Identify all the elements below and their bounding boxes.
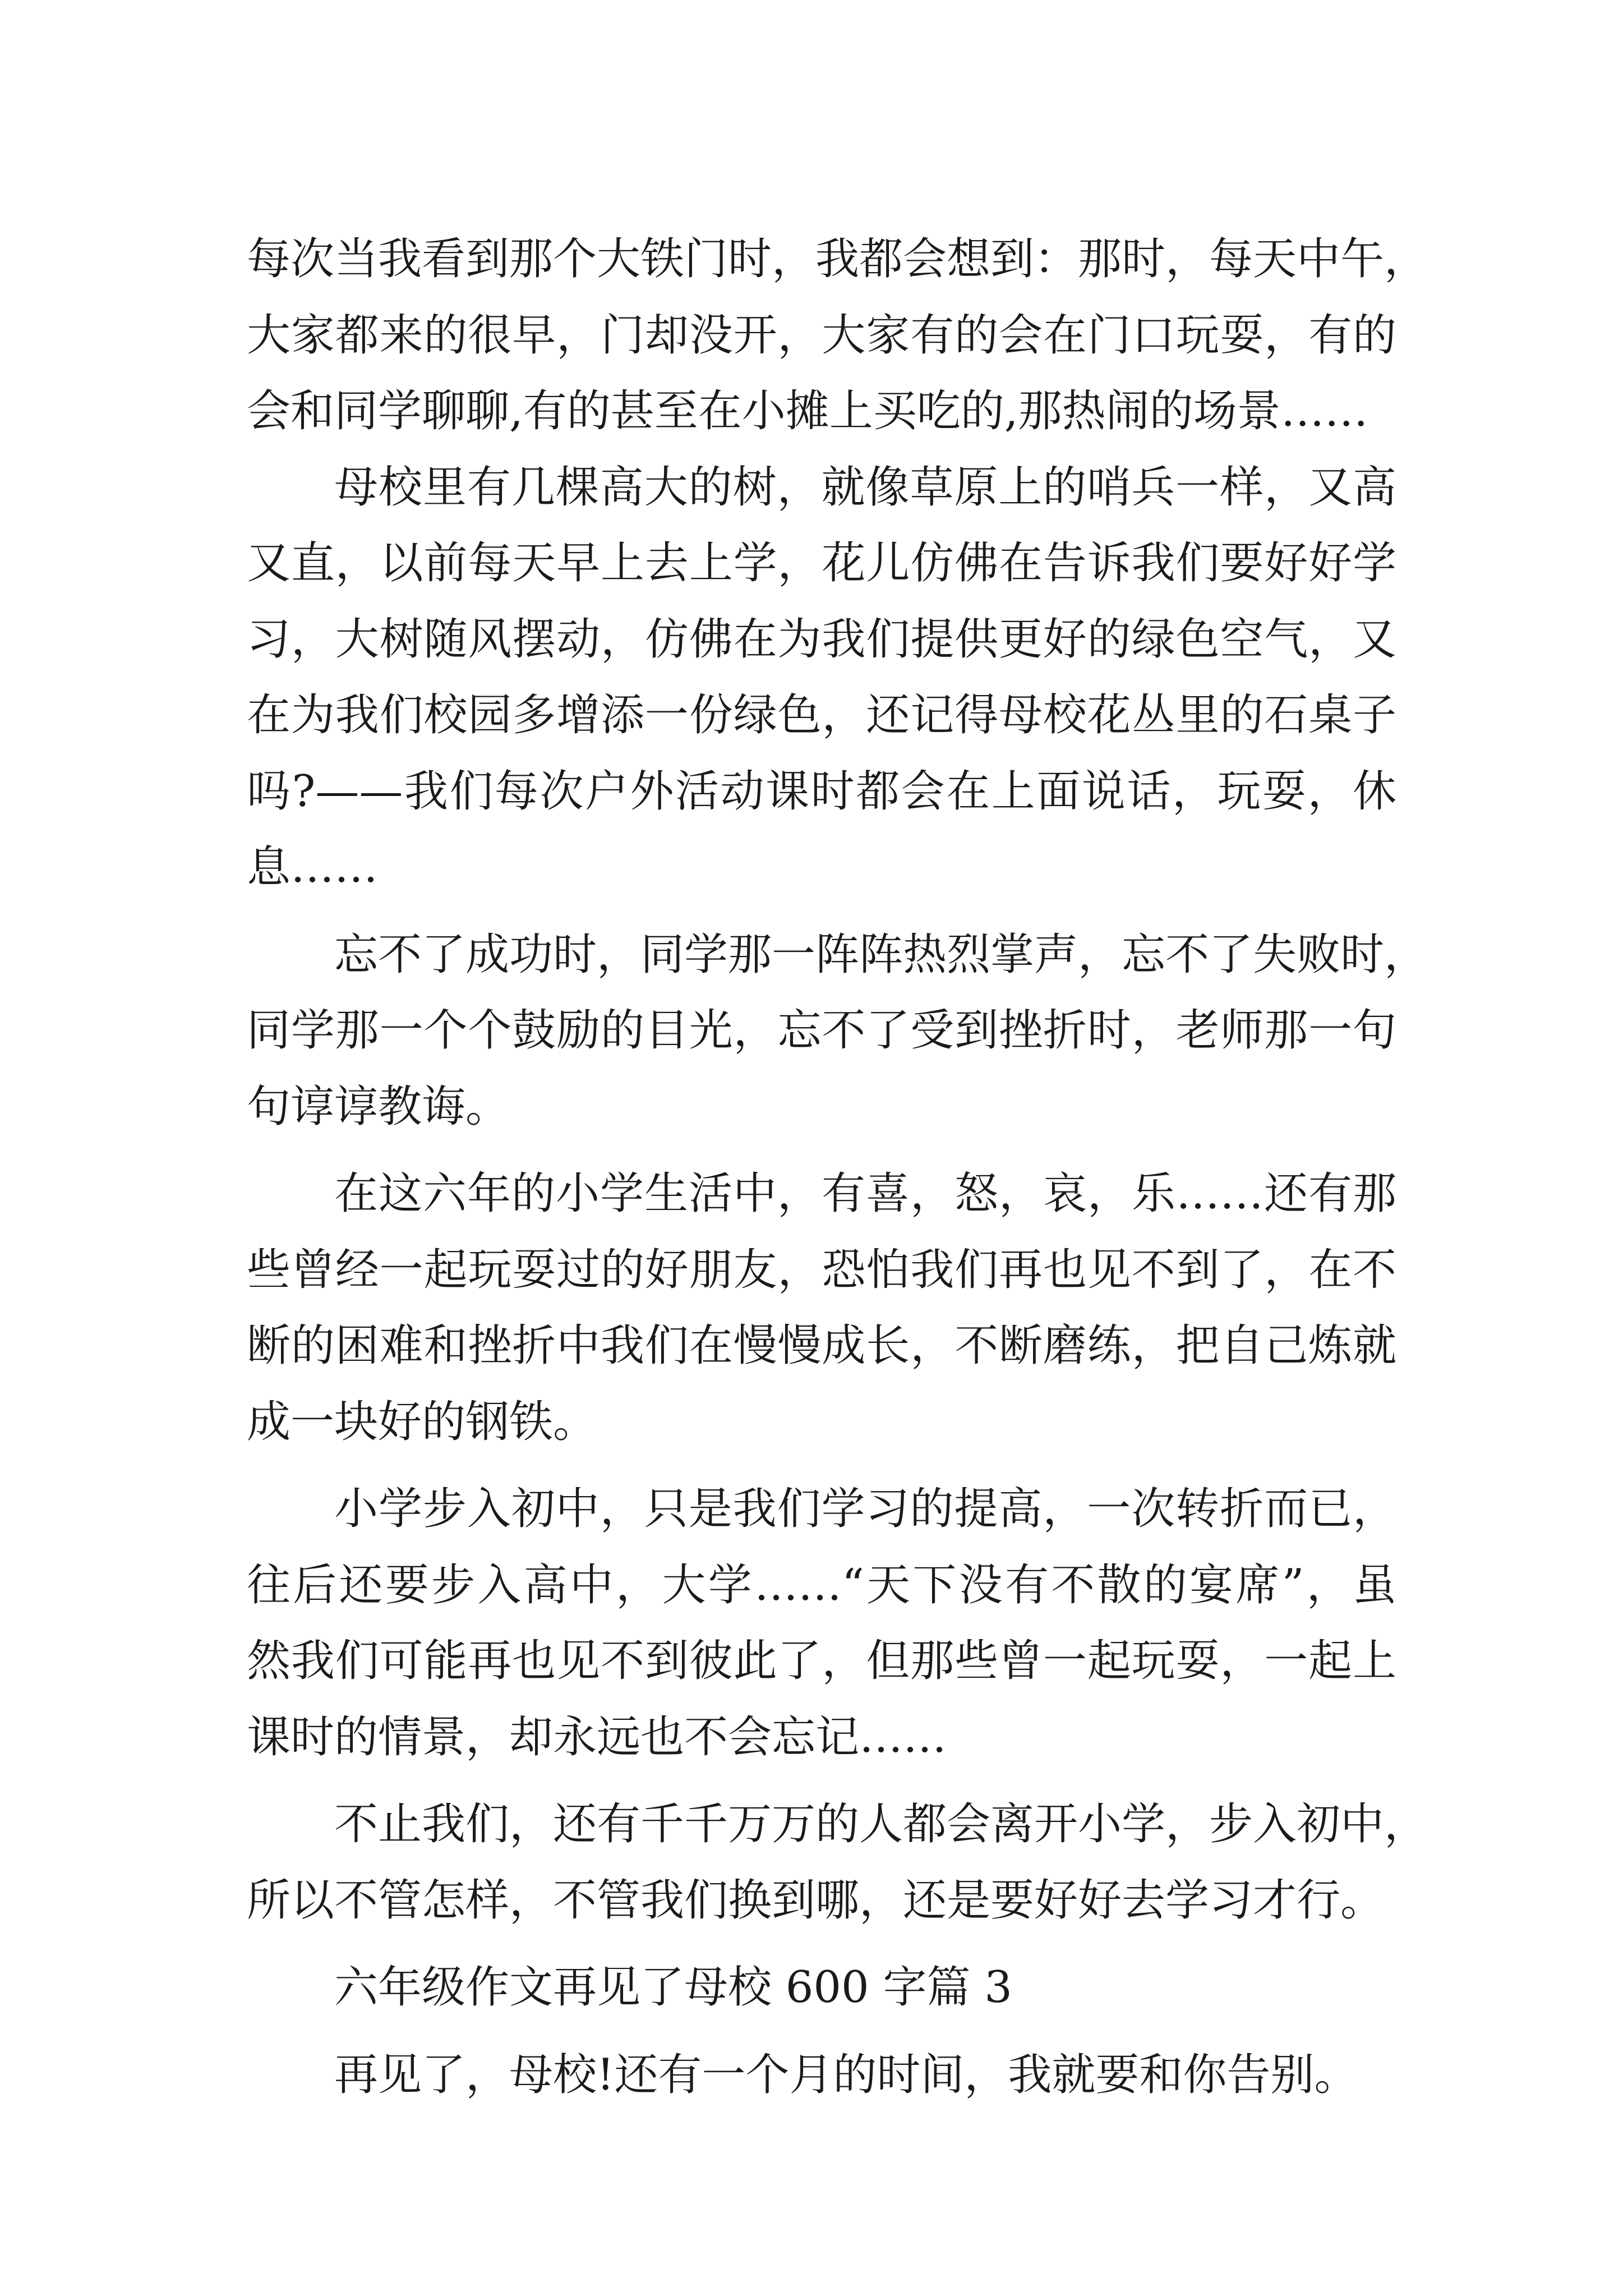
- paragraph-8: [247, 2037, 1396, 2114]
- paragraph-3: [247, 917, 1428, 1145]
- text-line: 然我们可能再也见不到彼此了，但那些曾一起玩耍，一起上: [247, 1636, 1396, 1686]
- text-line: 所以不管怎样，不管我们换到哪，还是要好好去学习才行。: [247, 1875, 1385, 1926]
- text-line: 成一块好的钢铁。: [247, 1396, 597, 1447]
- text-line: 不止我们，还有千千万万的人都会离开小学，步入初中，: [334, 1799, 1428, 1849]
- paragraph-5: [247, 1471, 1396, 1775]
- text-line: 忘不了成功时，同学那一阵阵热烈掌声，忘不了失败时，: [334, 929, 1428, 980]
- text-line: 些曾经一起玩耍过的好朋友，恐怕我们再也见不到了，在不: [247, 1244, 1396, 1295]
- text-line: 会和同学聊聊,有的甚至在小摊上买吃的,那热闹的场景……: [247, 386, 1368, 436]
- text-line: 在这六年的小学生活中，有喜，怒，哀，乐……还有那: [334, 1168, 1396, 1219]
- document-body: [247, 222, 1428, 2113]
- text-line: 课时的情景，却永远也不会忘记……: [247, 1711, 947, 1763]
- text-line: 吗?——我们每次户外活动课时都会在上面说话，玩耍，休: [247, 766, 1396, 817]
- paragraph-2: [247, 450, 1396, 906]
- paragraph-4: [247, 1156, 1396, 1460]
- text-line: 句谆谆教诲。: [247, 1081, 510, 1132]
- section-heading: [247, 1950, 1396, 2026]
- text-line: 往后还要步入高中，大学……“天下没有不散的宴席”，虽: [247, 1559, 1396, 1611]
- text-line: 在为我们校园多增添一份绿色，还记得母校花丛里的石桌子: [247, 690, 1396, 740]
- text-line: 六年级作文再见了母校 600 字篇 3: [334, 1962, 1012, 2013]
- text-line: 每次当我看到那个大铁门时，我都会想到：那时，每天中午，: [247, 234, 1428, 284]
- text-line: 断的困难和挫折中我们在慢慢成长，不断磨练，把自己炼就: [247, 1320, 1396, 1371]
- text-line: 再见了，母校!还有一个月的时间，我就要和你告别。: [334, 2049, 1358, 2100]
- text-line: 小学步入初中，只是我们学习的提高，一次转折而已，: [334, 1484, 1396, 1534]
- text-line: 同学那一个个鼓励的目光，忘不了受到挫折时，老师那一句: [247, 1005, 1396, 1056]
- text-line: 母校里有几棵高大的树，就像草原上的哨兵一样，又高: [334, 462, 1396, 513]
- text-line: 息……: [247, 842, 379, 892]
- text-line: 又直，以前每天早上去上学，花儿仿佛在告诉我们要好好学: [247, 538, 1396, 588]
- text-line: 习，大树随风摆动，仿佛在为我们提供更好的绿色空气，又: [247, 614, 1396, 665]
- paragraph-6: [247, 1787, 1428, 1939]
- paragraph-1: [247, 222, 1428, 450]
- text-line: 大家都来的很早，门却没开，大家有的会在门口玩耍，有的: [247, 310, 1396, 361]
